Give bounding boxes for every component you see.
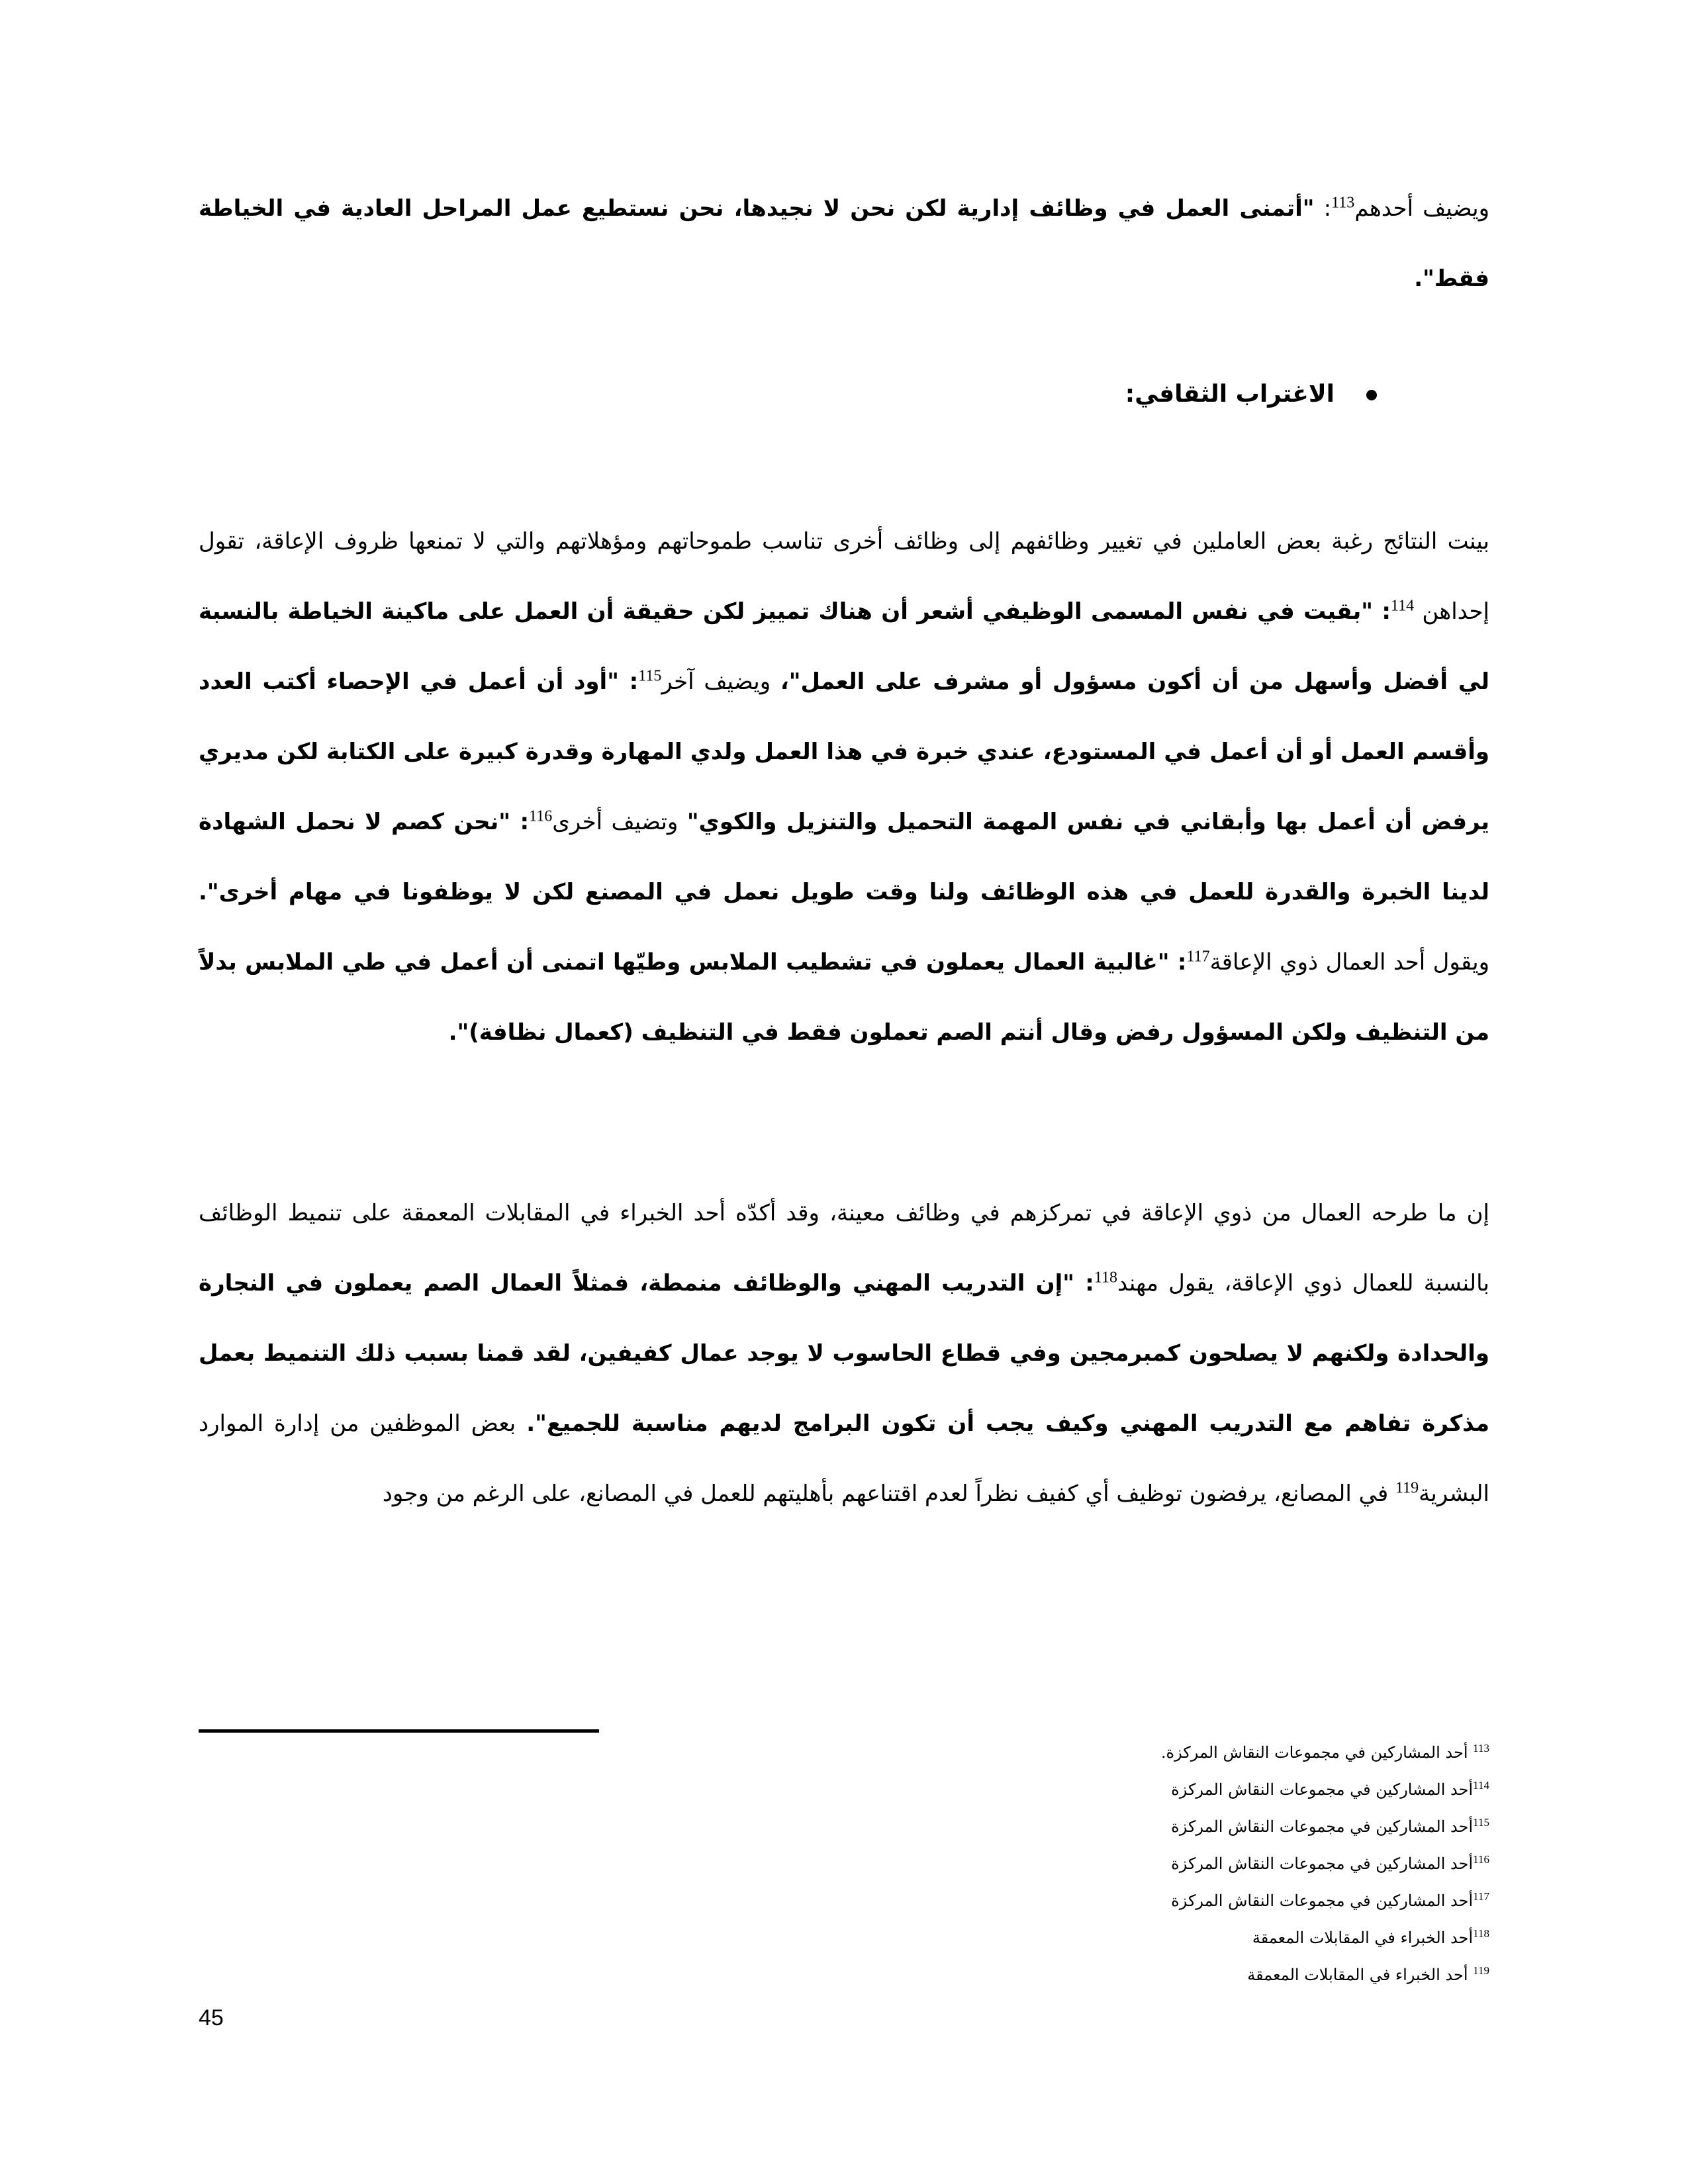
footnote-item [1161, 1919, 1489, 1956]
para1-quote-1: : "بقيت في نفس المسمى الوظيفي أشعر أن هناك تمييز لكن حقيقة أن العمل على ماكينة الخياطة بالنسبة لي أفضل وأسهل من أن أكون مسؤول أو مشرف على العمل"، [199, 598, 1489, 695]
page-number: 45 [199, 2005, 224, 2030]
para1-text-3: وتضيف أخرى [552, 809, 687, 835]
para2-text-2: بعض الموظفين من إدارة الموارد البشرية [199, 1410, 1489, 1507]
footnote-ref-119[interactable]: 119 [1395, 1479, 1419, 1497]
footnote-number: 119 [1473, 1964, 1489, 1977]
footnote-item [1161, 1845, 1489, 1882]
footnote-number: 115 [1473, 1816, 1489, 1829]
footnote-number: 118 [1473, 1927, 1489, 1940]
section-heading-text: الاغتراب الثقافي: [1125, 381, 1335, 408]
footnote-number: 113 [1473, 1742, 1489, 1754]
footnote-item [1161, 1808, 1489, 1845]
footnote-item [1161, 1882, 1489, 1919]
para1-text-4: ويقول أحد العمال ذوي الإعاقة [1209, 949, 1490, 976]
paragraph-cultural-alienation [199, 506, 1489, 1068]
para1-text-2: ويضيف آخر [661, 668, 780, 695]
section-heading [1125, 381, 1377, 408]
intro-paragraph [199, 173, 1489, 314]
para1-quote-4: : "غالبية العمال يعملون في تشطيب الملابس وطيّها اتمنى أن أعمل في طي الملابس بدلاً من التنظيف ولكن المسؤول رفض وقال أنتم الصم تعملون فقط في التنظيف (كعمال نظافة)". [199, 949, 1489, 1046]
footnote-text: أحد المشاركين في مجموعات النقاش المركزة [1171, 1817, 1474, 1836]
intro-quote: "أتمنى العمل في وظائف إدارية لكن نحن لا نجيدها، نحن نستطيع عمل المراحل العادية في الخياطة فقط". [199, 195, 1489, 292]
footnote-item [1161, 1771, 1489, 1808]
footnote-item [1161, 1734, 1489, 1771]
footnote-ref-117[interactable]: 117 [1186, 948, 1210, 966]
intro-lead: ويضيف أحدهم [1354, 195, 1489, 222]
footnote-item [1161, 1956, 1489, 1993]
para2-text-1: إن ما طرحه العمال من ذوي الإعاقة في تمركزهم في وظائف معينة، وقد أكدّه أحد الخبراء في المقابلات المعمقة على تنميط الوظائف بالنسبة للعمال ذوي الإعاقة، يقول مهند [199, 1200, 1489, 1297]
para1-quote-3: : "نحن كصم لا نحمل الشهادة لدينا الخبرة والقدرة للعمل في هذه الوظائف ولنا وقت طويل نعمل في المصنع لكن لا يوظفونا في مهام أخرى". [199, 809, 1489, 905]
para2-quote-1: : "إن التدريب المهني والوظائف منمطة، فمثلاً العمال الصم يعملون في النجارة والحدادة ولكنهم لا يصلحون كمبرمجين وفي قطاع الحاسوب لا يوجد عمال كفيفين، لقد قمنا بسبب ذلك التنميط بعمل مذكرة تفاهم مع التدريب المهني وكيف يجب أن تكون البرامج لديهم مناسبة للجميع". [199, 1270, 1489, 1437]
paragraph-job-stereotyping [199, 1178, 1489, 1529]
footnote-text: أحد المشاركين في مجموعات النقاش المركزة [1171, 1891, 1474, 1910]
footnote-ref-114[interactable]: 114 [1390, 597, 1415, 615]
footnotes [1161, 1734, 1489, 1993]
footnote-text: أحد المشاركين في مجموعات النقاش المركزة. [1160, 1743, 1474, 1762]
footnote-ref-118[interactable]: 118 [1094, 1269, 1117, 1287]
footnote-ref-116[interactable]: 116 [529, 807, 553, 825]
footnote-number: 114 [1473, 1779, 1489, 1792]
footnote-number: 116 [1473, 1853, 1489, 1866]
footnote-ref-115[interactable]: 115 [638, 667, 662, 685]
footnote-text: أحد الخبراء في المقابلات المعمقة [1252, 1929, 1474, 1947]
para2-text-3: في المصانع، يرفضون توظيف أي كفيف نظراً لعدم اقتناعهم بأهليتهم للعمل في المصانع، على الرغم من وجود [382, 1480, 1396, 1507]
para1-text-1: بينت النتائج رغبة بعض العاملين في تغيير وظائفهم إلى وظائف أخرى تناسب طموحاتهم ومؤهلاتهم والتي لا تمنعها ظروف الإعاقة، تقول إحداهن [199, 528, 1489, 625]
footnote-number: 117 [1473, 1890, 1489, 1903]
footnote-text: أحد المشاركين في مجموعات النقاش المركزة [1171, 1854, 1474, 1873]
footnote-text: أحد المشاركين في مجموعات النقاش المركزة [1171, 1780, 1474, 1799]
bullet-icon [1366, 390, 1377, 400]
footnote-text: أحد الخبراء في المقابلات المعمقة [1247, 1966, 1474, 1984]
footnote-ref-113[interactable]: 113 [1331, 194, 1355, 212]
footnote-separator [199, 1729, 599, 1733]
intro-colon: : [1314, 195, 1332, 222]
para1-quote-2: : "أود أن أعمل في الإحصاء أكتب العدد وأقسم العمل أو أن أعمل في المستودع، عندي خبرة في هذا العمل ولدي المهارة وقدرة كبيرة على الكتابة لكن مديري يرفض أن أعمل بها وأبقاني في نفس المهمة التحميل والتنزيل والكوي" [199, 668, 1489, 835]
